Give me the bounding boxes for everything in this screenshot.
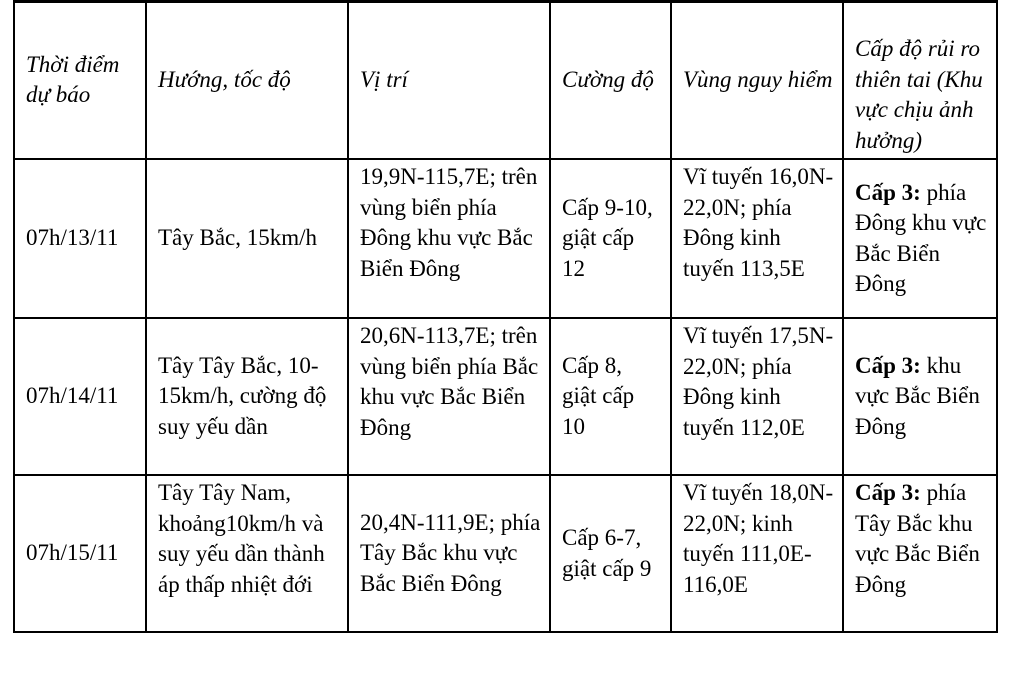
cell-time: 07h/14/11 [14, 318, 146, 475]
header-intensity: Cường độ [550, 1, 671, 159]
risk-area-text: phía Tây Bắc khu vực Bắc Biển Đông [855, 480, 980, 597]
cell-risk-level [843, 159, 997, 318]
cell-direction-speed: Tây Bắc, 15km/h [146, 159, 348, 318]
risk-level-label: Cấp 3: [855, 352, 921, 378]
risk-level-label: Cấp 3: [855, 480, 921, 505]
cell-risk-level [843, 318, 997, 475]
cell-intensity: Cấp 6-7, giật cấp 9 [550, 475, 671, 632]
cell-time: 07h/13/11 [14, 159, 146, 318]
cell-direction-speed: Tây Tây Nam, khoảng10km/h và suy yếu dần thành áp thấp nhiệt đới [146, 475, 348, 632]
header-risk-level: Cấp độ rủi ro thiên tai (Khu vực chịu ảnh hưởng) [843, 1, 997, 159]
cell-intensity: Cấp 9-10, giật cấp 12 [550, 159, 671, 318]
cell-time: 07h/15/11 [14, 475, 146, 632]
header-position: Vị trí [348, 1, 550, 159]
cell-risk-level [843, 475, 997, 632]
cell-position: 20,4N-111,9E; phía Tây Bắc khu vực Bắc Biển Đông [348, 475, 550, 632]
cell-danger-zone: Vĩ tuyến 16,0N-22,0N; phía Đông kinh tuyến 113,5E [671, 159, 843, 318]
cell-danger-zone: Vĩ tuyến 17,5N-22,0N; phía Đông kinh tuyến 112,0E [671, 318, 843, 475]
header-direction-speed: Hướng, tốc độ [146, 1, 348, 159]
storm-forecast-table [13, 0, 998, 633]
risk-level-label: Cấp 3: [855, 179, 921, 205]
table-header-row [14, 1, 997, 159]
cell-intensity: Cấp 8, giật cấp 10 [550, 318, 671, 475]
cell-danger-zone: Vĩ tuyến 18,0N-22,0N; kinh tuyến 111,0E-116,0E [671, 475, 843, 632]
cell-position: 20,6N-113,7E; trên vùng biển phía Bắc khu vực Bắc Biển Đông [348, 318, 550, 475]
cell-direction-speed: Tây Tây Bắc, 10-15km/h, cường độ suy yếu dần [146, 318, 348, 475]
table-row [14, 159, 997, 318]
risk-area-text: khu vực Bắc Biển Đông [855, 352, 980, 439]
risk-area-text: phía Đông khu vực Bắc Biển Đông [855, 179, 987, 296]
cell-position: 19,9N-115,7E; trên vùng biển phía Đông khu vực Bắc Biển Đông [348, 159, 550, 318]
table-row [14, 318, 997, 475]
table-row [14, 475, 997, 632]
header-time: Thời điểm dự báo [14, 1, 146, 159]
header-danger-zone: Vùng nguy hiểm [671, 1, 843, 159]
